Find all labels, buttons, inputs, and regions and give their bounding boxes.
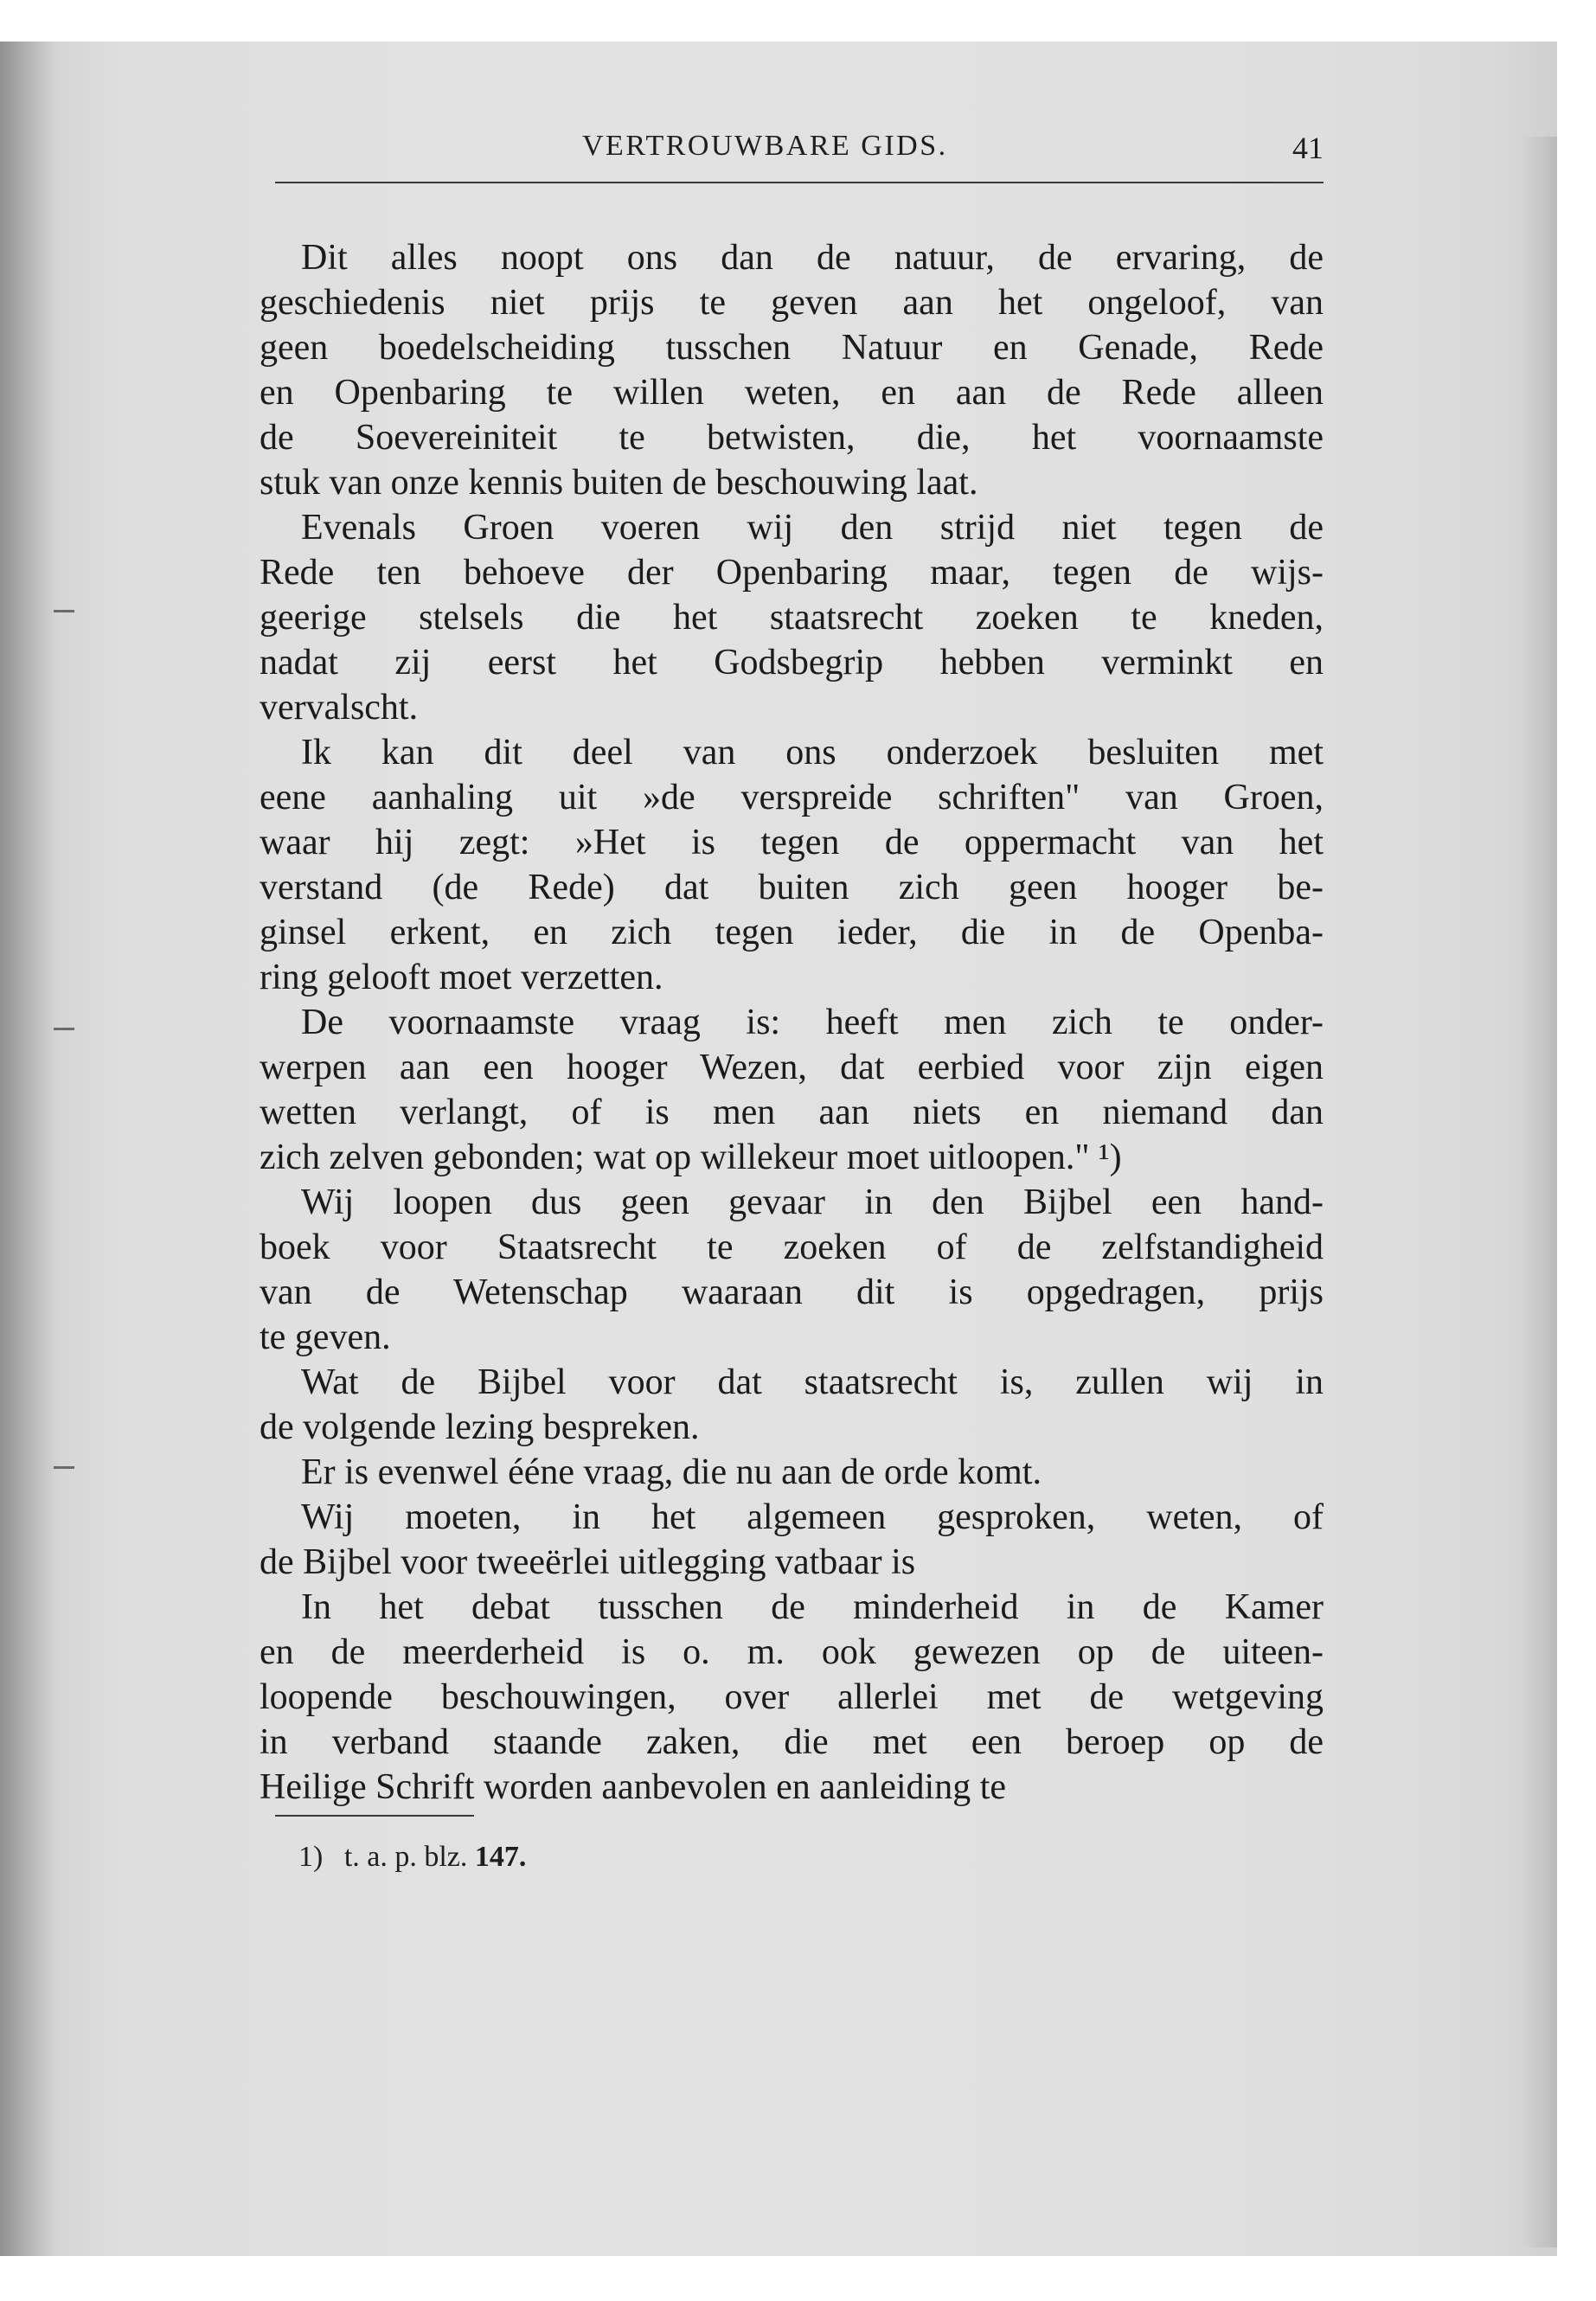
text-line: geerige stelsels die het staatsrecht zoeken te kneden, bbox=[260, 598, 1324, 638]
text-line: Heilige Schrift worden aanbevolen en aanleiding te bbox=[260, 1767, 1007, 1807]
text-line: Wij moeten, in het algemeen gesproken, weten, of bbox=[301, 1497, 1324, 1537]
text-line: verstand (de Rede) dat buiten zich geen hooger be- bbox=[260, 868, 1324, 907]
text-line: stuk van onze kennis buiten de beschouwing laat. bbox=[260, 463, 978, 503]
running-title: VERTROUWBARE GIDS. bbox=[582, 130, 948, 162]
text-line: De voornaamste vraag is: heeft men zich te onder- bbox=[301, 1003, 1324, 1042]
text-line: Evenals Groen voeren wij den strijd niet tegen de bbox=[301, 508, 1324, 548]
binding-edge bbox=[0, 42, 54, 2256]
page-number: 41 bbox=[1292, 131, 1324, 165]
text-line: de volgende lezing bespreken. bbox=[260, 1407, 700, 1447]
footnote-marker: 1) bbox=[298, 1841, 324, 1873]
text-line: loopende beschouwingen, over allerlei met de wetgeving bbox=[260, 1677, 1324, 1717]
footnote-text: t. a. p. blz. bbox=[343, 1841, 468, 1873]
text-line: vervalscht. bbox=[260, 688, 419, 727]
text-line: de Bijbel voor tweeërlei uitlegging vatbaar is bbox=[260, 1542, 916, 1582]
paragraph bbox=[260, 1450, 1324, 1495]
text-line: Ik kan dit deel van ons onderzoek besluiten met bbox=[301, 733, 1324, 772]
text-line: Rede ten behoeve der Openbaring maar, tegen de wijs- bbox=[260, 553, 1324, 593]
text-line: en de meerderheid is o. m. ook gewezen op de uiteen- bbox=[260, 1632, 1324, 1672]
paragraph bbox=[260, 235, 1324, 505]
footnote-rule bbox=[275, 1815, 474, 1817]
text-line: Er is evenwel ééne vraag, die nu aan de orde komt. bbox=[301, 1452, 1042, 1492]
paragraph bbox=[260, 1180, 1324, 1360]
footnote-page: 147. bbox=[474, 1841, 527, 1873]
text-line: en Openbaring te willen weten, en aan de Rede alleen bbox=[260, 373, 1324, 413]
paragraph bbox=[260, 1585, 1324, 1810]
binding-mark bbox=[54, 1028, 74, 1030]
footnote bbox=[298, 1841, 526, 1874]
text-line: van de Wetenschap waaraan dit is opgedragen, prijs bbox=[260, 1272, 1324, 1312]
text-line: In het debat tusschen de minderheid in de Kamer bbox=[301, 1587, 1324, 1627]
header-rule bbox=[275, 182, 1324, 183]
text-line: boek voor Staatsrecht te zoeken of de zelfstandigheid bbox=[260, 1227, 1324, 1267]
text-line: te geven. bbox=[260, 1317, 391, 1357]
paragraph bbox=[260, 1360, 1324, 1450]
page-shadow bbox=[1522, 137, 1557, 2247]
text-line: wetten verlangt, of is men aan niets en niemand dan bbox=[260, 1093, 1324, 1132]
text-line: nadat zij eerst het Godsbegrip hebben verminkt en bbox=[260, 643, 1324, 683]
paragraph bbox=[260, 730, 1324, 1000]
text-line: Wij loopen dus geen gevaar in den Bijbel een hand- bbox=[301, 1183, 1324, 1222]
binding-mark bbox=[54, 610, 74, 612]
text-line: Wat de Bijbel voor dat staatsrecht is, zullen wij in bbox=[301, 1362, 1324, 1402]
body-text bbox=[260, 235, 1324, 1810]
text-line: waar hij zegt: »Het is tegen de oppermacht van het bbox=[260, 823, 1324, 862]
paragraph bbox=[260, 1495, 1324, 1585]
paragraph bbox=[260, 1000, 1324, 1180]
text-line: geschiedenis niet prijs te geven aan het ongeloof, van bbox=[260, 283, 1324, 323]
text-line: ginsel erkent, en zich tegen ieder, die in de Openba- bbox=[260, 913, 1324, 952]
text-line: Dit alles noopt ons dan de natuur, de ervaring, de bbox=[301, 238, 1324, 278]
text-line: werpen aan een hooger Wezen, dat eerbied voor zijn eigen bbox=[260, 1048, 1324, 1087]
text-line: eene aanhaling uit »de verspreide schriften" van Groen, bbox=[260, 778, 1324, 817]
page-header bbox=[275, 130, 1324, 185]
paragraph bbox=[260, 505, 1324, 730]
text-line: ring gelooft moet verzetten. bbox=[260, 958, 663, 997]
text-line: de Soevereiniteit te betwisten, die, het voornaamste bbox=[260, 418, 1324, 458]
text-line: in verband staande zaken, die met een beroep op de bbox=[260, 1722, 1324, 1762]
text-line: geen boedelscheiding tusschen Natuur en Genade, Rede bbox=[260, 328, 1324, 368]
text-line: zich zelven gebonden; wat op willekeur moet uitloopen." ¹) bbox=[260, 1138, 1122, 1177]
binding-mark bbox=[54, 1466, 74, 1469]
